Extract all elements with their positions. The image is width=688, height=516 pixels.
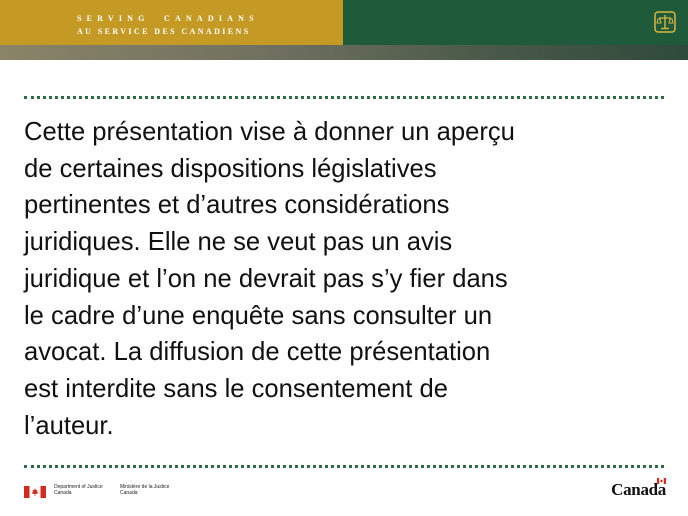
dept-fr-line: Canada — [120, 490, 138, 496]
disclaimer-line: avocat. La diffusion de cette présentation — [24, 338, 491, 367]
disclaimer-line: pertinentes et d’autres considérations — [24, 191, 450, 220]
scales-of-justice-icon — [654, 11, 676, 33]
disclaimer-line: Cette présentation vise à donner un aperçu — [24, 118, 515, 146]
disclaimer-text — [24, 114, 664, 444]
disclaimer-line: est interdite sans le consentement de — [24, 374, 448, 403]
bottom-dotted-divider — [24, 465, 664, 468]
disclaimer-line: juridiques. Elle ne se veut pas un avis — [24, 228, 453, 257]
dept-fr-line: Ministère de la Justice — [120, 484, 170, 490]
canada-wordmark: Canada — [611, 480, 666, 499]
top-dotted-divider — [24, 96, 664, 99]
disclaimer-line: juridique et l’on ne devrait pas s’y fier dans — [24, 264, 508, 293]
header-gradient-bar — [0, 45, 688, 60]
header-band — [0, 0, 688, 45]
dept-en-line: Canada — [54, 490, 72, 496]
canada-flag-icon — [24, 486, 46, 498]
disclaimer-line: de certaines dispositions législatives — [24, 154, 437, 183]
header-gold-panel — [0, 0, 343, 45]
disclaimer-line: le cadre d’une enquête sans consulter un — [24, 301, 493, 330]
disclaimer-line: l’auteur. — [24, 411, 114, 440]
header-green-panel — [343, 0, 688, 45]
department-name-french — [120, 484, 169, 496]
dept-en-line: Department of Justice — [54, 484, 103, 490]
motto-english: SERVING CANADIANS — [77, 14, 259, 23]
motto-french: AU SERVICE DES CANADIENS — [77, 27, 251, 36]
department-name-english — [54, 484, 103, 496]
